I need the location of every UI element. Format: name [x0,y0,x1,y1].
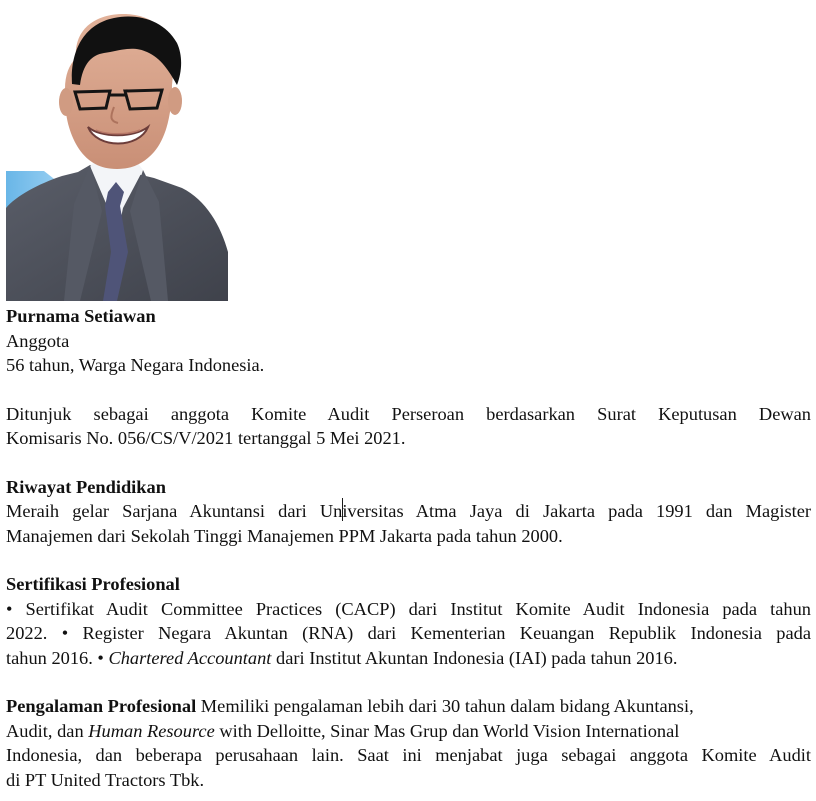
certification-line-1: • Sertifikat Audit Committee Practices (CACP) dari Institut Komite Audit Indonesia pada tahun [6,598,811,619]
document-body [6,304,811,792]
spacer [6,670,811,694]
profile-photo [6,6,228,301]
certification-line-3-suffix: dari Institut Akuntan Indonesia (IAI) pada tahun 2016. [271,647,678,668]
certification-line-3-prefix: tahun 2016. • [6,647,109,668]
education-heading: Riwayat Pendidikan [6,476,166,497]
experience-line-4: di PT United Tractors Tbk. [6,769,205,790]
spacer [6,548,811,572]
certification-line-3 [6,646,811,671]
experience-line-2 [6,719,811,744]
person-name: Purnama Setiawan [6,306,156,326]
experience-line-1 [6,694,811,719]
education-line-2: Manajemen dari Sekolah Tinggi Manajemen PPM Jakarta pada tahun 2000. [6,525,563,546]
experience-line-3: Indonesia, dan beberapa perusahaan lain. Saat ini menjabat juga sebagai anggota Komite Audit [6,745,811,765]
certification-heading: Sertifikasi Profesional [6,574,180,594]
spacer [6,451,811,475]
spacer [6,378,811,402]
appointment-line-1: Ditunjuk sebagai anggota Komite Audit Perseroan berdasarkan Surat Keputusan Dewan [6,403,811,424]
experience-line-2-italic: Human Resource [88,720,215,741]
appointment-line-2: Komisaris No. 056/CS/V/2021 tertanggal 5 Mei 2021. [6,428,406,448]
experience-line-1-text: Memiliki pengalaman lebih dari 30 tahun dalam bidang Akuntansi, [196,696,694,716]
certification-line-3-italic: Chartered Accountant [108,647,272,668]
certification-line-2: 2022. • Register Negara Akuntan (RNA) dari Kementerian Keuangan Republik Indonesia pada [6,623,811,643]
person-age-nationality: 56 tahun, Warga Negara Indonesia. [6,355,265,375]
experience-heading: Pengalaman Profesional [6,696,197,716]
experience-line-2-suffix: with Delloitte, Sinar Mas Grup dan World Vision International [214,720,680,741]
experience-line-2-prefix: Audit, dan [6,720,89,741]
education-line-1: Meraih gelar Sarjana Akuntansi dari Universitas Atma Jaya di Jakarta pada 1991 dan Magister [6,501,811,521]
person-role: Anggota [6,330,70,351]
